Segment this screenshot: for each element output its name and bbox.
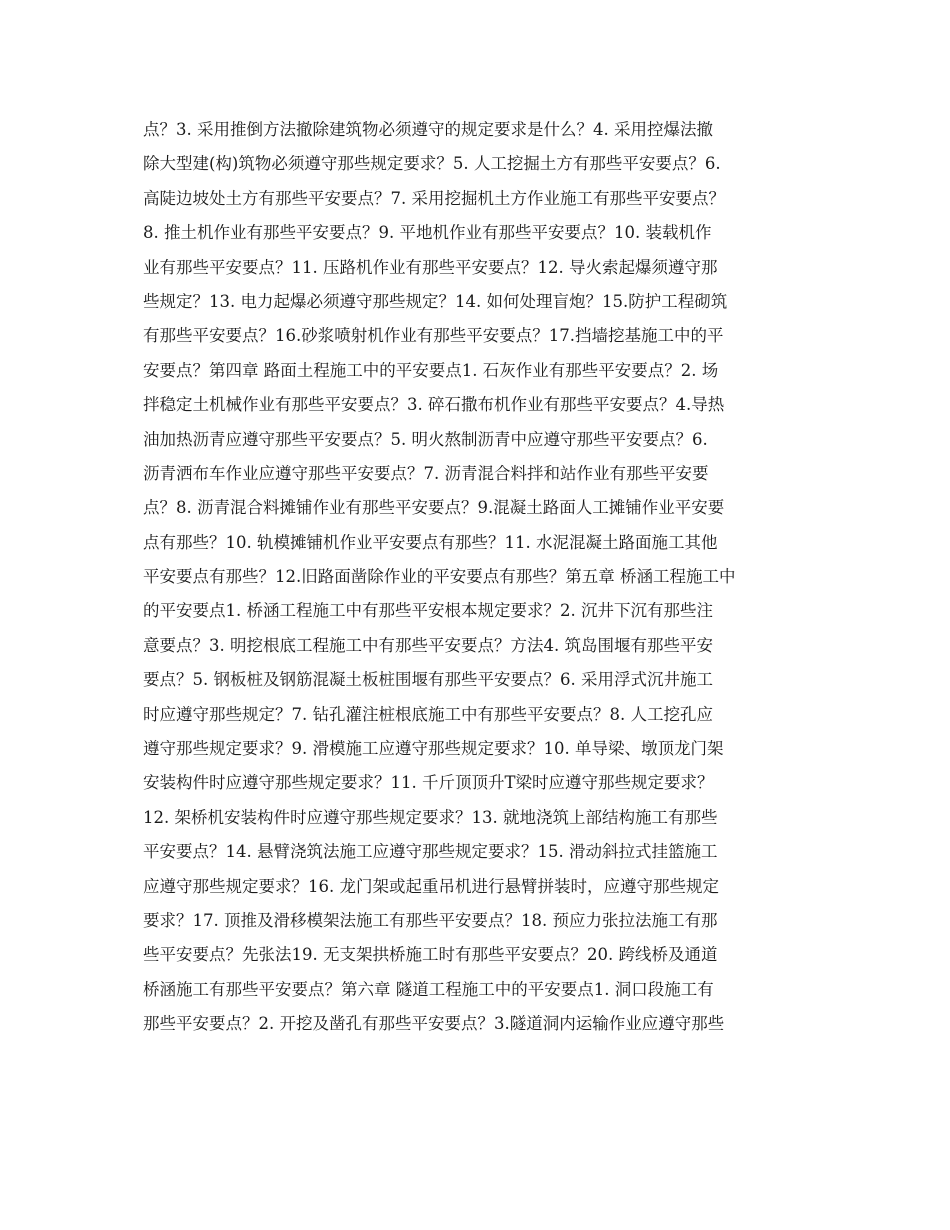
text-line: 业有那些平安要点？11. 压路机作业有那些平安要点？12. 导火索起爆须遵守那	[143, 257, 718, 277]
text-line: 时应遵守那些规定？7. 钻孔灌注桩根底施工中有那些平安要点？8. 人工挖孔应	[143, 704, 713, 724]
text-line: 些平安要点？先张法19. 无支架拱桥施工时有那些平安要点？20. 跨线桥及通道	[143, 945, 718, 965]
text-line: 些规定？13. 电力起爆必须遵守那些规定？14. 如何处理盲炮？15.防护工程砌筑	[143, 291, 728, 311]
text-line: 平安要点？14. 悬臂浇筑法施工应遵守那些规定要求？15. 滑动斜拉式挂篮施工	[143, 842, 718, 862]
text-line: 安要点？第四章 路面土程施工中的平安要点1. 石灰作业有那些平安要点？2. 场	[143, 360, 719, 380]
text-line: 那些平安要点？2. 开挖及凿孔有那些平安要点？3.隧道洞内运输作业应遵守那些	[143, 1014, 725, 1034]
text-line: 要求？17. 顶推及滑移模架法施工有那些平安要点？18. 预应力张拉法施工有那	[143, 910, 718, 930]
text-line: 遵守那些规定要求？9. 滑模施工应遵守那些规定要求？10. 单导梁、墩顶龙门架	[143, 739, 724, 759]
text-line: 油加热沥青应遵守那些平安要点？5. 明火熬制沥青中应遵守那些平安要点？6.	[143, 429, 708, 449]
text-line: 要点？5. 钢板桩及钢筋混凝土板桩围堰有那些平安要点？6. 采用浮式沉井施工	[143, 670, 713, 690]
document-body-text	[143, 113, 813, 1042]
text-line: 应遵守那些规定要求？16. 龙门架或起重吊机进行悬臂拼装时，应遵守那些规定	[143, 876, 719, 896]
text-line: 安装构件时应遵守那些规定要求？11. 千斤顶顶升T梁时应遵守那些规定要求？	[143, 773, 714, 793]
text-line: 点有那些？10. 轨模摊铺机作业平安要点有那些？11. 水泥混凝土路面施工其他	[143, 532, 718, 552]
text-line: 沥青洒布车作业应遵守那些平安要点？7. 沥青混合料拌和站作业有那些平安要	[143, 463, 709, 483]
text-line: 8. 推土机作业有那些平安要点？9. 平地机作业有那些平安要点？10. 装载机作	[143, 223, 712, 243]
text-line: 拌稳定土机械作业有那些平安要点？3. 碎石撒布机作业有那些平安要点？4.导热	[143, 395, 725, 415]
text-line: 平安要点有那些？12.旧路面凿除作业的平安要点有那些？第五章 桥涵工程施工中	[143, 567, 736, 587]
text-line: 有那些平安要点？16.砂浆喷射机作业有那些平安要点？17.挡墙挖基施工中的平	[143, 326, 724, 346]
text-line: 高陡边坡处土方有那些平安要点？7. 采用挖掘机土方作业施工有那些平安要点？	[143, 188, 725, 208]
text-line: 点？3. 采用推倒方法撤除建筑物必须遵守的规定要求是什么？4. 采用控爆法撤	[143, 120, 713, 139]
text-line: 除大型建(构)筑物必须遵守那些规定要求？5. 人工挖掘土方有那些平安要点？6.	[143, 154, 721, 174]
text-line: 12. 架桥机安装构件时应遵守那些规定要求？13. 就地浇筑上部结构施工有那些	[143, 807, 718, 827]
text-line: 的平安要点1. 桥涵工程施工中有那些平安根本规定要求？2. 沉井下沉有那些注	[143, 601, 713, 621]
text-line: 桥涵施工有那些平安要点？第六章 隧道工程施工中的平安要点1. 洞口段施工有	[143, 979, 714, 999]
text-line: 意要点？3. 明挖根底工程施工中有那些平安要点？方法4. 筑岛围堰有那些平安	[143, 635, 713, 655]
text-line: 点？8. 沥青混合料摊铺作业有那些平安要点？9.混凝土路面人工摊铺作业平安要	[143, 498, 725, 518]
